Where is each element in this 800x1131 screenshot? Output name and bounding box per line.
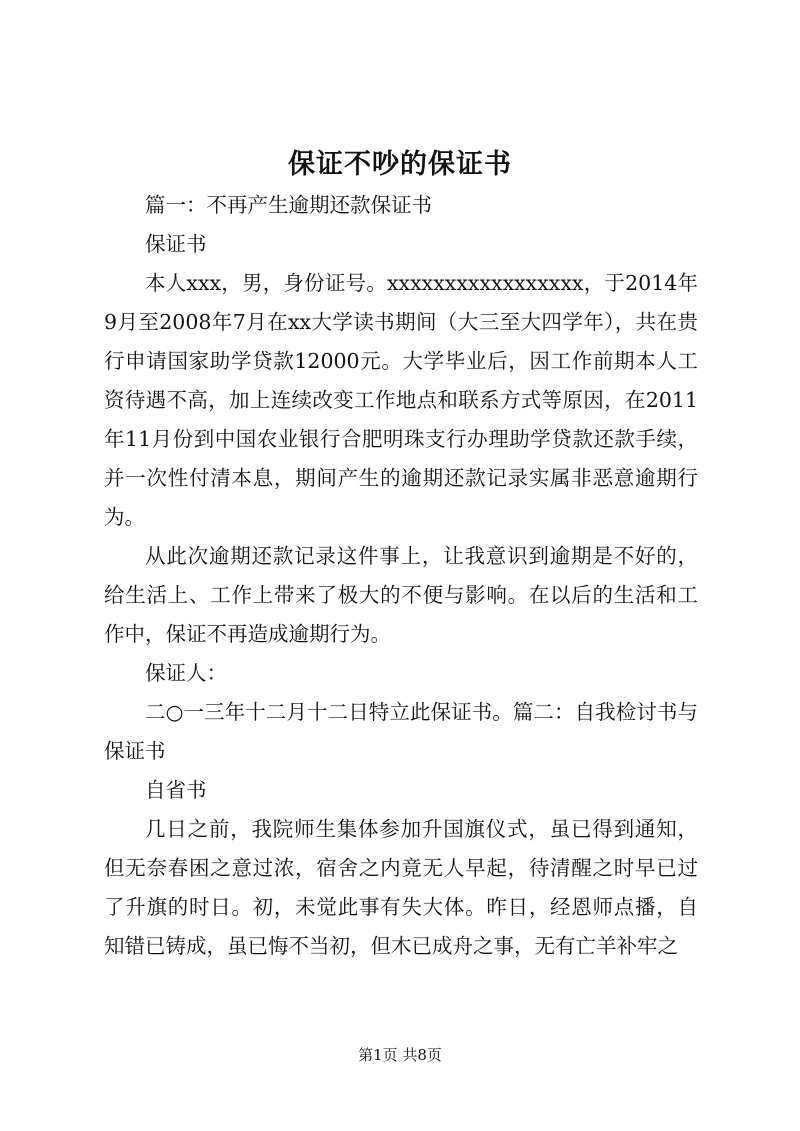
document-body (104, 186, 698, 966)
paragraph-statement: 本人xxx，男，身份证号。xxxxxxxxxxxxxxxxx，于2014年9月至2008年7月在xx大学读书期间（大三至大四学年），共在贵行申请国家助学贷款12000元。大学毕业后，因工作前期本人工资待遇不高，加上连续改变工作地点和联系方式等原因，在2011年11月份到中国农业银行合肥明珠支行办理助学贷款还款手续，并一次性付清本息，期间产生的逾期还款记录实属非恶意逾期行为。 (104, 271, 698, 529)
subheading-guarantee: 保证书 (145, 232, 207, 256)
guarantor-label: 保证人： (145, 661, 227, 685)
paragraph-reflection: 从此次逾期还款记录这件事上，让我意识到逾期是不好的，给生活上、工作上带来了极大的不便与影响。在以后的生活和工作中，保证不再造成逾期行为。 (104, 544, 698, 646)
section-heading-1: 篇一：不再产生逾期还款保证书 (145, 193, 432, 217)
subheading-self-reflection: 自省书 (145, 778, 207, 802)
document-title: 保证不吵的保证书 (288, 149, 512, 180)
date-line: 二○一三年十二月十二日特立此保证书。篇二：自我检讨书与保证书 (104, 700, 698, 763)
page-footer: 第1页 共8页 (358, 1046, 442, 1064)
paragraph-self-reflection: 几日之前，我院师生集体参加升国旗仪式，虽已得到通知，但无奈春困之意过浓，宿舍之内竟无人早起，待清醒之时早已过了升旗的时日。初，未觉此事有失大体。昨日，经恩师点播，自知错已铸成，虽已悔不当初，但木已成舟之事，无有亡羊补牢之 (104, 817, 698, 958)
